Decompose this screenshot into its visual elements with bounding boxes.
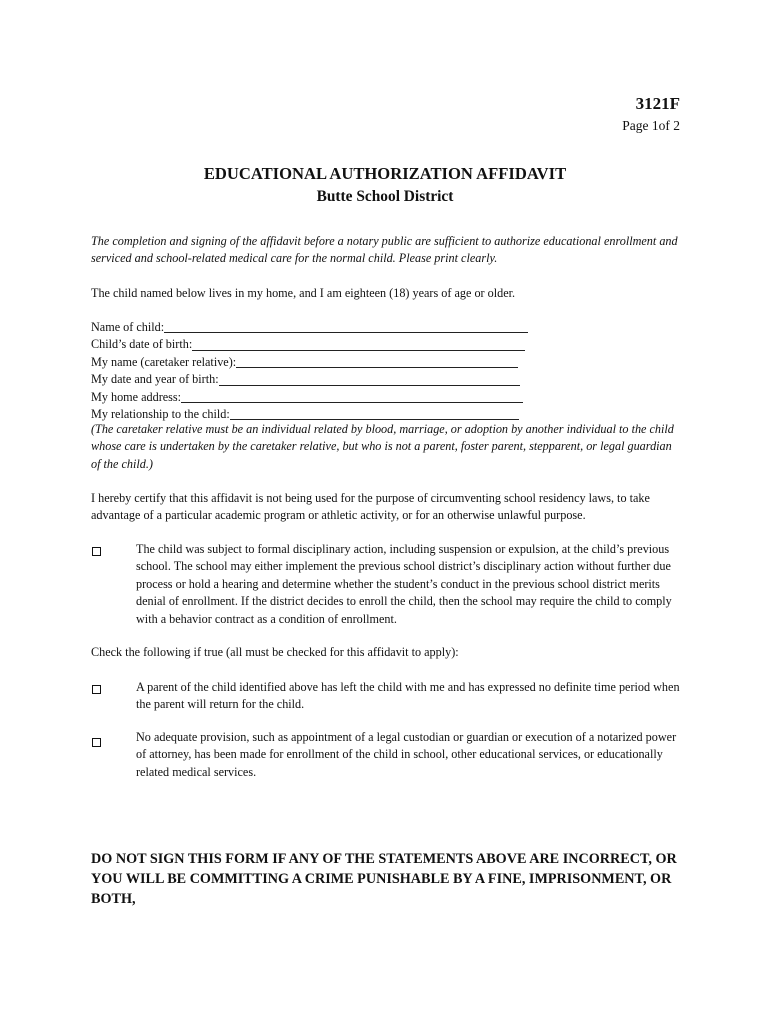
certification-statement: I hereby certify that this affidavit is not being used for the purpose of circumventing school residency laws, to take advantage of a particular academic program or athletic activity, or for an otherwise unlawful purpose.: [91, 491, 650, 523]
signing-warning: DO NOT SIGN THIS FORM IF ANY OF THE STATEMENTS ABOVE ARE INCORRECT, OR YOU WILL BE COMMITTING A CRIME PUNISHABLE BY A FINE, IMPRISONMENT, OR BOTH,: [91, 851, 677, 907]
residency-statement: The child named below lives in my home, and I am eighteen (18) years of age or older.: [91, 286, 516, 300]
field-label: My home address:: [91, 389, 182, 404]
field-line[interactable]: [164, 321, 528, 333]
page-number: Page 1of 2: [622, 118, 680, 133]
parent-left-child-text: A parent of the child identified above has left the child with me and has expressed no definite time period when the parent will return for the child.: [136, 680, 680, 712]
no-provision-text: No adequate provision, such as appointment of a legal custodian or guardian or execution of a notarized power of attorney, has been made for enrollment of the child in school, other educational services, or educationally related medical services.: [136, 730, 677, 779]
information-fields: [91, 319, 681, 423]
parent-left-child-checkbox[interactable]: [92, 685, 101, 694]
caretaker-definition-note: (The caretaker relative must be an individual related by blood, marriage, or adoption by another individual to the child whose care is undertaken by the caretaker relative, but who is not a parent, foster parent, stepparent, or legal guardian of the child.): [91, 422, 674, 471]
field-label: My date and year of birth:: [91, 372, 219, 387]
field-caretaker-name[interactable]: [91, 354, 681, 371]
disciplinary-text: The child was subject to formal disciplinary action, including suspension or expulsion, at the child’s previous school. The school may either implement the previous school district’s disciplinary action without further due process or hold a hearing and determine whether the student’s conduct in the previous school district merits denial of enrollment. If the district decides to enroll the child, then the school may require the child to comply with a behavior contract as a condition of enrollment.: [136, 542, 672, 626]
check-instruction: Check the following if true (all must be checked for this affidavit to apply):: [91, 645, 459, 659]
field-line[interactable]: [219, 374, 520, 386]
field-label: Name of child:: [91, 319, 165, 334]
disciplinary-checkbox[interactable]: [92, 547, 101, 556]
field-line[interactable]: [230, 408, 519, 420]
field-line[interactable]: [192, 339, 525, 351]
field-label: My name (caretaker relative):: [91, 354, 237, 369]
field-child-date-of-birth[interactable]: [91, 336, 681, 353]
field-line[interactable]: [181, 391, 523, 403]
field-caretaker-birth-date[interactable]: [91, 371, 681, 388]
district-name: Butte School District: [316, 188, 454, 205]
intro-instructions: The completion and signing of the affidavit before a notary public are sufficient to authorize educational enrollment and serviced and school-related medical care for the normal child. Please print clearly.: [91, 234, 678, 266]
field-label: My relationship to the child:: [91, 406, 230, 421]
no-provision-checkbox[interactable]: [92, 738, 101, 747]
field-home-address[interactable]: [91, 389, 681, 406]
field-label: Child’s date of birth:: [91, 337, 193, 352]
field-name-of-child[interactable]: [91, 319, 681, 336]
field-line[interactable]: [236, 356, 518, 368]
document-title: EDUCATIONAL AUTHORIZATION AFFIDAVIT: [203, 164, 567, 183]
form-number: 3121F: [635, 94, 680, 113]
